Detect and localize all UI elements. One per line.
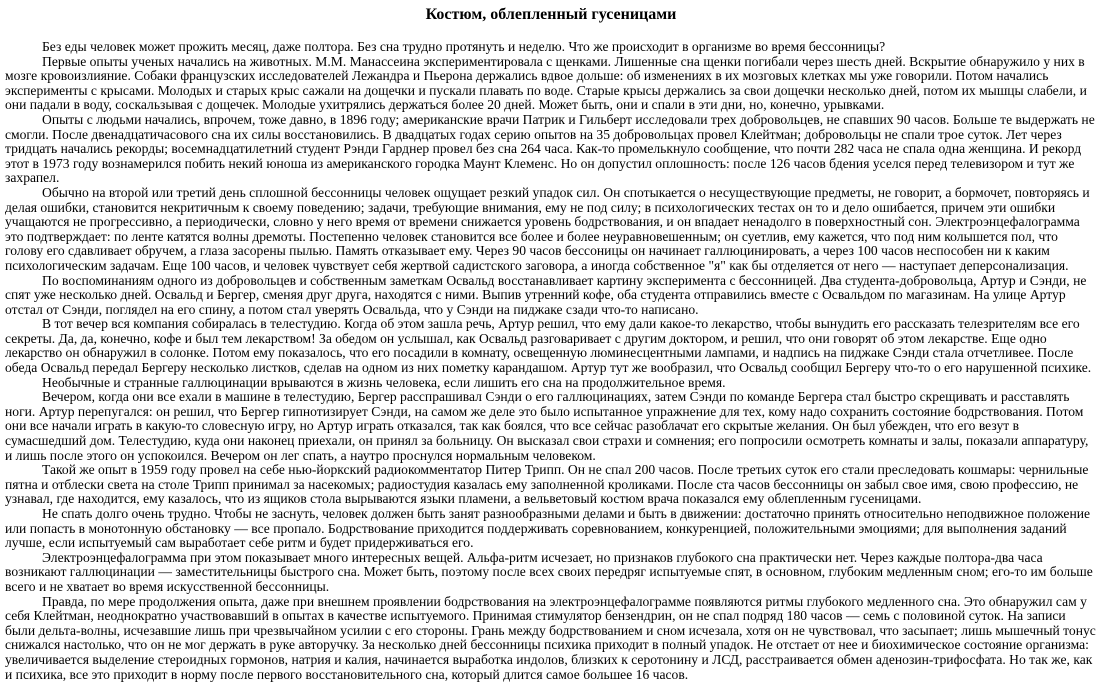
paragraph: Правда, по мере продолжения опыта, даже при внешнем проявлении бодрствования на электроэнцефалограмме появляются ритмы глубокого медленного сна. Это обнаружил сам у себя Клейтман, неоднократно участвовавший в опытах в качестве испытуемого. Принимая стимулятор бензендрин, он не спал подряд 180 часов — семь с половиной суток. На записи были дельта-волны, исчезавшие лишь при чрезвычайном усилии с его стороны. Грань между бодрствованием и сном исчезала, хотя он не чувствовал, что засыпает; лишь мышечный тонус снижался настолько, что он не мог держать в руке авторучку. За несколько дней бессонницы психика приходит в полный упадок. Не отстает от нее и биохимическое состояние организма: увеличивается выделение стероидных гормонов, натрия и калия, начинается выработка индолов, близких к серотонину и ЛСД, расстраивается обмен аденозин-трифосфата. Но так же, как и психика, все это приходит в норму после первого восстановительного сна, который длится самое большее 16 часов. [5, 593, 1096, 682]
paragraph: В тот вечер вся компания собиралась в телестудию. Когда об этом зашла речь, Артур решил, что ему дали какое-то лекарство, чтобы вынудить его рассказать телезрителям все его секреты. Да, да, конечно, кофе и был тем лекарством! За обедом он услышал, как Освальд разговаривает с другим доктором, и решил, что они говорят об этом лекарстве. Еще одно лекарство он обнаружил в солонке. Потом ему показалось, что его посадили в комнату, освещенную люминесцентными лампами, и надпись на пиджаке Сэнди стала отчетливее. После обеда Освальд передал Бергеру несколько листков, сделав на одном из них пометку карандашом. Артур тут же вообразил, что Освальд сообщил Бергеру что-то о его нарушенной психике. [5, 316, 1092, 376]
paragraph: По воспоминаниям одного из добровольцев и собственным заметкам Освальд восстанавливает картину эксперимента с бессонницей. Два студента-добровольца, Артур и Сэнди, не спят уже несколько дней. Освальд и Бергер, сменяя друг друга, находятся с ними. Выпив утренний кофе, оба студента отправились вместе с Освальдом по магазинам. На улице Артур отстал от Сэнди, поглядел на его спину, а потом стал уверять Освальда, что у Сэнди на пиджаке сзади что-то написано. [5, 272, 1087, 317]
paragraph: Электроэнцефалограмма при этом показывает много интересных вещей. Альфа-ритм исчезает, но признаков глубокого сна практически нет. Через каждые полтора-два часа возникают галлюцинации — заместительницы быстрого сна. Может быть, поэтому после всех своих передряг испытуемые спят, в основном, глубоким медленным сном; его-то им больше всего и не хватает во время искусственной бессонницы. [5, 549, 1093, 594]
paragraph: Такой же опыт в 1959 году провел на себе нью-йоркский радиокомментатор Питер Трипп. Он не спал 200 часов. После третьих суток его стали преследовать кошмары: чернильные пятна и отблески света на столе Трипп принимал за насекомых; радиостудия казалась ему заполненной кроликами. После ста часов бессонницы он забыл свое имя, свою профессию, не узнавал, где находится, ему казалось, что из ящиков стола вырываются языки пламени, а вельветовый костюм врача показался ему облепленным гусеницами. [5, 462, 1089, 507]
paragraph: Без еды человек может прожить месяц, даже полтора. Без сна трудно протянуть и неделю. Что же происходит в организме во время бессонницы? [42, 39, 886, 54]
paragraph: Опыты с людьми начались, впрочем, тоже давно, в 1896 году; американские врачи Патрик и Гильберт исследовали трех добровольцев, не спавших 90 часов. Больше те выдержать не смогли. После двенадцатичасового сна их силы восстановились. В двадцатых годах серию опытов на 35 добровольцах провел Клейтман; добровольцы не спали трое суток. Лет через тридцать начались рекорды; восемнадцатилетний студент Рэнди Гарднер провел без сна 264 часа. Как-то промелькнуло сообщение, что почти 282 часа не спала одна женщина. И рекорд этот в 1973 году вознамерился побить некий юноша из американского городка Маунт Клеменс. Но он допустил оплошность: после 126 часов бдения уселся перед телевизором и тут же захрапел. [5, 111, 1095, 186]
paragraph: Первые опыты ученых начались на животных. М.М. Манассеина экспериментировала с щенками. Лишенные сна щенки погибали через шесть дней. Вскрытие обнаружило у них в мозге кровоизлияние. Собаки французских исследователей Лежандра и Пьерона держались вдвое дольше: об изменениях в их мозговых клетках мы уже говорили. Потом начались эксперименты с крысами. Молодых и старых крыс сажали на дощечки и пускали плавать по воде. Старые крысы держались за свои дощечки несколько дней, потом их мышцы слабели, и они падали в воду, соскальзывая с дощечек. Молодые ухитрялись держаться более 20 дней. Может быть, они и спали в эти дни, но, конечно, урывками. [5, 53, 1087, 113]
paragraph: Обычно на второй или третий день сплошной бессонницы человек ощущает резкий упадок сил. Он спотыкается о несуществующие предметы, не говорит, а бормочет, повторяясь и делая ошибки, становится некритичным к своему поведению; задачи, требующие внимания, ему не под силу; в психологических тестах он то и дело ошибается, причем эти ошибки учащаются не прогрессивно, а периодически, словно у него время от времени снижается уровень бодрствования, и он впадает ненадолго в поверхностный сон. Электроэнцефалограмма это подтверждает: по ленте катятся волны дремоты. Постепенно человек становится все более и более неуравновешенным; он суетлив, ему кажется, что под ним колышется пол, что голову его сдавливает обручем, а глаза засорены пылью. Память отказывает ему. Через 90 часов бессоницы он начинает галлюцинировать, а через 100 часов неспособен ни к каким психологическим задачам. Еще 100 часов, и человек чувствует себя жертвой садистского заговора, а иногда собственное "я" как бы отделяется от него — наступает деперсонализация. [5, 184, 1090, 273]
article-body [5, 40, 1097, 682]
paragraph: Вечером, когда они все ехали в машине в телестудию, Бергер расспрашивал Сэнди о его галлюцинациях, затем Сэнди по команде Бергера стал быстро скрещивать и расставлять ноги. Артур перепугался: он решил, что Бергер гипнотизирует Сэнди, на самом же деле это было испытанное упражнение для тех, кому надо сохранить состояние бодрствования. Потом они все начали играть в какую-то словесную игру, но Артур играть отказался, так как боялся, что все сейчас разоблачат его скрытые желания. Он был убежден, что его везут в сумасшедший дом. Телестудию, куда они наконец приехали, он принял за больницу. Он высказал свои страхи и сомнения; его попросили осмотреть комнаты и залы, показали аппаратуру, и лишь после этого он успокоился. Вечером он лег спать, а наутро проснулся нормальным человеком. [5, 389, 1089, 463]
paragraph: Необычные и странные галлюцинации врываются в жизнь человека, если лишить его сна на продолжительное время. [42, 374, 726, 390]
paragraph: Не спать долго очень трудно. Чтобы не заснуть, человек должен быть занят разнообразными делами и быть в движении: достаточно принять относительно неподвижное положение или попасть в монотонную обстановку — все пропало. Бодрствование приходится поддерживать соревнованием, конкуренцией, положительными эмоциями; для выполнения заданий лучше, если испытуемый сам выработает себе ритм и будет придерживаться его. [5, 506, 1091, 551]
page-title: Костюм, облепленный гусеницами [425, 6, 677, 23]
